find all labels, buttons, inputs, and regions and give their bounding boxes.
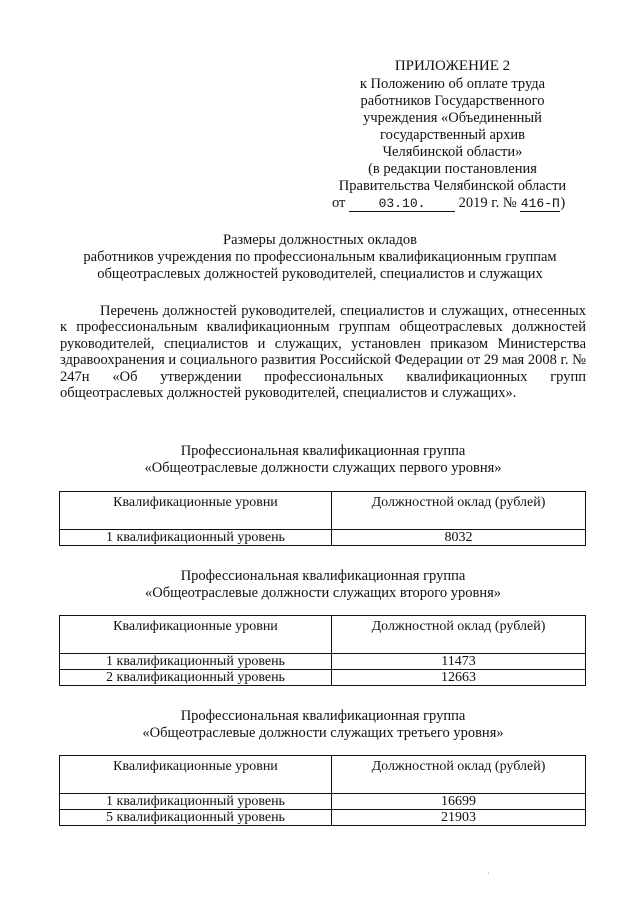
column-header-salary: Должностной оклад (рублей) (332, 492, 586, 530)
appendix-header (330, 58, 575, 212)
salary-table-second-level (59, 615, 586, 686)
year-text: 2019 г. № (458, 195, 517, 211)
group-title-line: «Общеотраслевые должности служащих первого уровня» (144, 460, 502, 476)
level-cell: 1 квалификационный уровень (60, 530, 332, 546)
level-cell: 1 квалификационный уровень (60, 794, 332, 810)
appendix-line: к Положению об оплате труда (359, 76, 546, 92)
appendix-title: ПРИЛОЖЕНИЕ 2 (394, 58, 511, 74)
salary-cell: 12663 (332, 670, 586, 686)
appendix-line: Правительства Челябинской области (338, 178, 567, 194)
level-cell: 5 квалификационный уровень (60, 810, 332, 826)
table-row (60, 794, 586, 810)
scan-speck: · (487, 869, 490, 878)
table-row (60, 670, 586, 686)
group-title-second-level (60, 568, 586, 602)
group-title-third-level (60, 708, 586, 742)
resolution-number: 416-П (520, 196, 560, 211)
group-title-line: «Общеотраслевые должности служащих второго уровня» (144, 585, 502, 601)
document-heading (60, 232, 580, 283)
level-cell: 1 квалификационный уровень (60, 654, 332, 670)
intro-paragraph: Перечень должностей руководителей, специалистов и служащих, отнесенных к профессиональным квалификационным группам общеотраслевых должностей руководителей, специалистов и служащих, установлен приказом Министерства здравоохранения и социального развития Российской Федерации от 29 мая 2008 г. № 247н «Об утверждении профессиональных квалификационных групп общеотраслевых должностей руководителей, специалистов и служащих». (60, 303, 586, 402)
column-header-salary: Должностной оклад (рублей) (332, 616, 586, 654)
group-title-first-level (60, 443, 586, 477)
appendix-line: государственный архив (380, 127, 525, 143)
table-header-row (60, 756, 586, 794)
table-row (60, 810, 586, 826)
date-prefix: от (332, 195, 346, 211)
column-header-level: Квалификационные уровни (60, 756, 332, 794)
column-header-level: Квалификационные уровни (60, 616, 332, 654)
salary-table-first-level (59, 491, 586, 546)
appendix-line: (в редакции постановления (368, 161, 537, 177)
table-header-row (60, 616, 586, 654)
heading-line: Размеры должностных окладов (223, 232, 417, 248)
appendix-line: учреждения «Объединенный (363, 110, 542, 126)
resolution-date: 03.10. (349, 197, 455, 212)
level-cell: 2 квалификационный уровень (60, 670, 332, 686)
column-header-salary: Должностной оклад (рублей) (332, 756, 586, 794)
table-header-row (60, 492, 586, 530)
salary-cell: 11473 (332, 654, 586, 670)
heading-line: работников учреждения по профессиональным квалификационным группам (83, 249, 557, 265)
group-title-line: «Общеотраслевые должности служащих третьего уровня» (142, 725, 504, 741)
appendix-line: Челябинской области» (382, 144, 523, 160)
heading-line: общеотраслевых должностей руководителей, специалистов и служащих (97, 266, 543, 282)
salary-cell: 8032 (332, 530, 586, 546)
table-row (60, 654, 586, 670)
number-suffix: ) (560, 195, 566, 211)
appendix-line: работников Государственного (360, 93, 545, 109)
salary-table-third-level (59, 755, 586, 826)
resolution-date-line (330, 195, 575, 212)
column-header-level: Квалификационные уровни (60, 492, 332, 530)
group-title-line: Профессиональная квалификационная группа (180, 708, 466, 724)
table-row (60, 530, 586, 546)
salary-cell: 21903 (332, 810, 586, 826)
salary-cell: 16699 (332, 794, 586, 810)
group-title-line: Профессиональная квалификационная группа (180, 568, 466, 584)
group-title-line: Профессиональная квалификационная группа (180, 443, 466, 459)
